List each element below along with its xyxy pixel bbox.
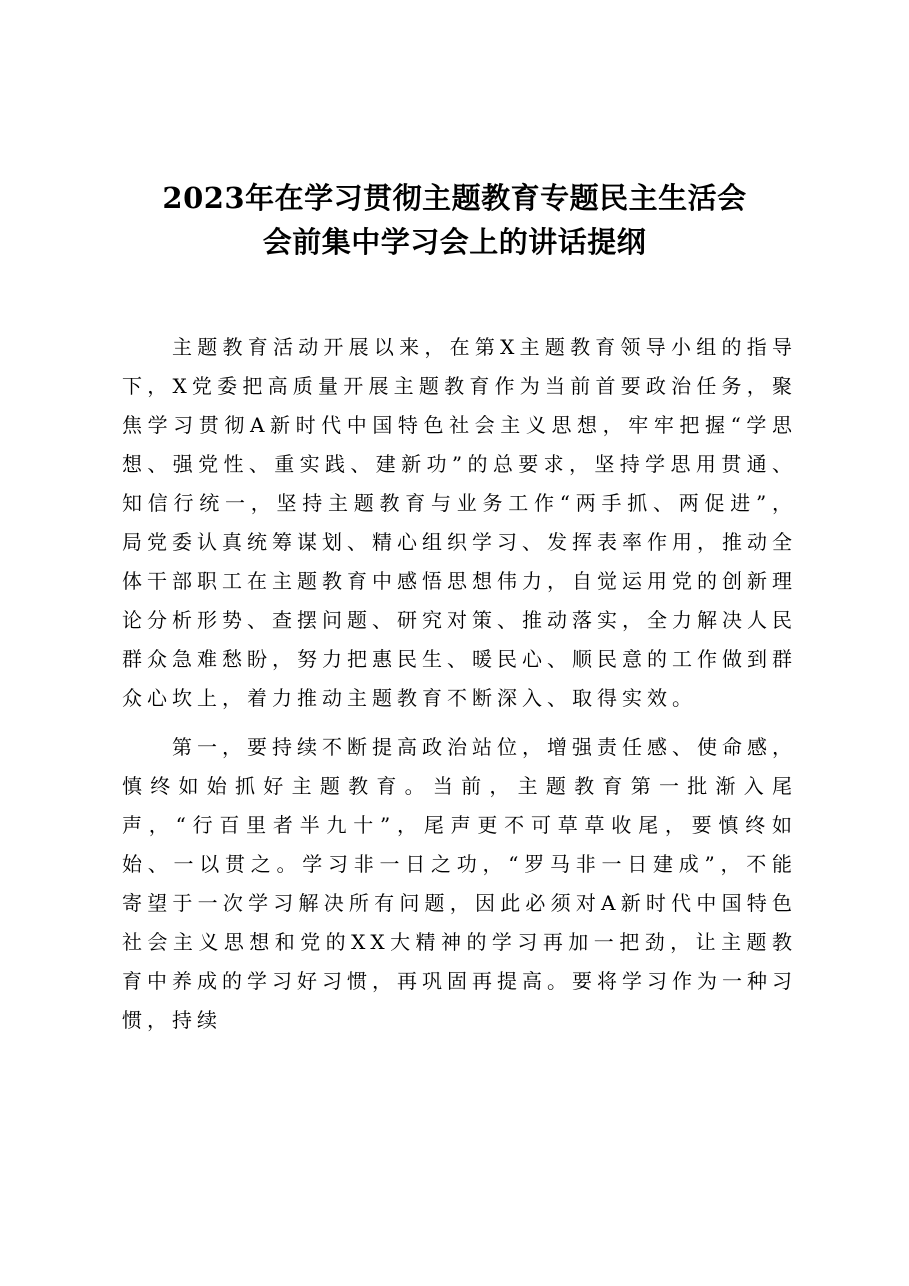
paragraph-first-point: 第一，要持续不断提高政治站位，增强责任感、使命感，慎终如始抓好主题教育。当前，主题教育第一批渐入尾声，“行百里者半九十”，尾声更不可草草收尾，要慎终如始、一以贯之。学习非一日之功，“罗马非一日建成”，不能寄望于一次学习解决所有问题，因此必须对A新时代中国特色社会主义思想和党的XX大精神的学习再加一把劲，让主题教育中养成的学习好习惯，再巩固再提高。要将学习作为一种习惯，持续 xyxy=(122,735,797,1032)
document-body xyxy=(122,328,797,1050)
paragraph-intro: 主题教育活动开展以来，在第X主题教育领导小组的指导下，X党委把高质量开展主题教育作为当前首要政治任务，聚焦学习贯彻A新时代中国特色社会主义思想，牢牢把握“学思想、强党性、重实践、建新功”的总要求，坚持学思用贯通、知信行统一，坚持主题教育与业务工作“两手抓、两促进”，局党委认真统筹谋划、精心组织学习、发挥表率作用，推动全体干部职工在主题教育中感悟思想伟力，自觉运用党的创新理论分析形势、查摆问题、研究对策、推动落实，全力解决人民群众急难愁盼，努力把惠民生、暖民心、顺民意的工作做到群众心坎上，着力推动主题教育不断深入、取得实效。 xyxy=(122,335,797,710)
title-line-1: 2023年在学习贯彻主题教育专题民主生活会 xyxy=(162,181,747,215)
document-title xyxy=(100,176,809,264)
title-line-2: 会前集中学习会上的讲话提纲 xyxy=(262,225,647,259)
